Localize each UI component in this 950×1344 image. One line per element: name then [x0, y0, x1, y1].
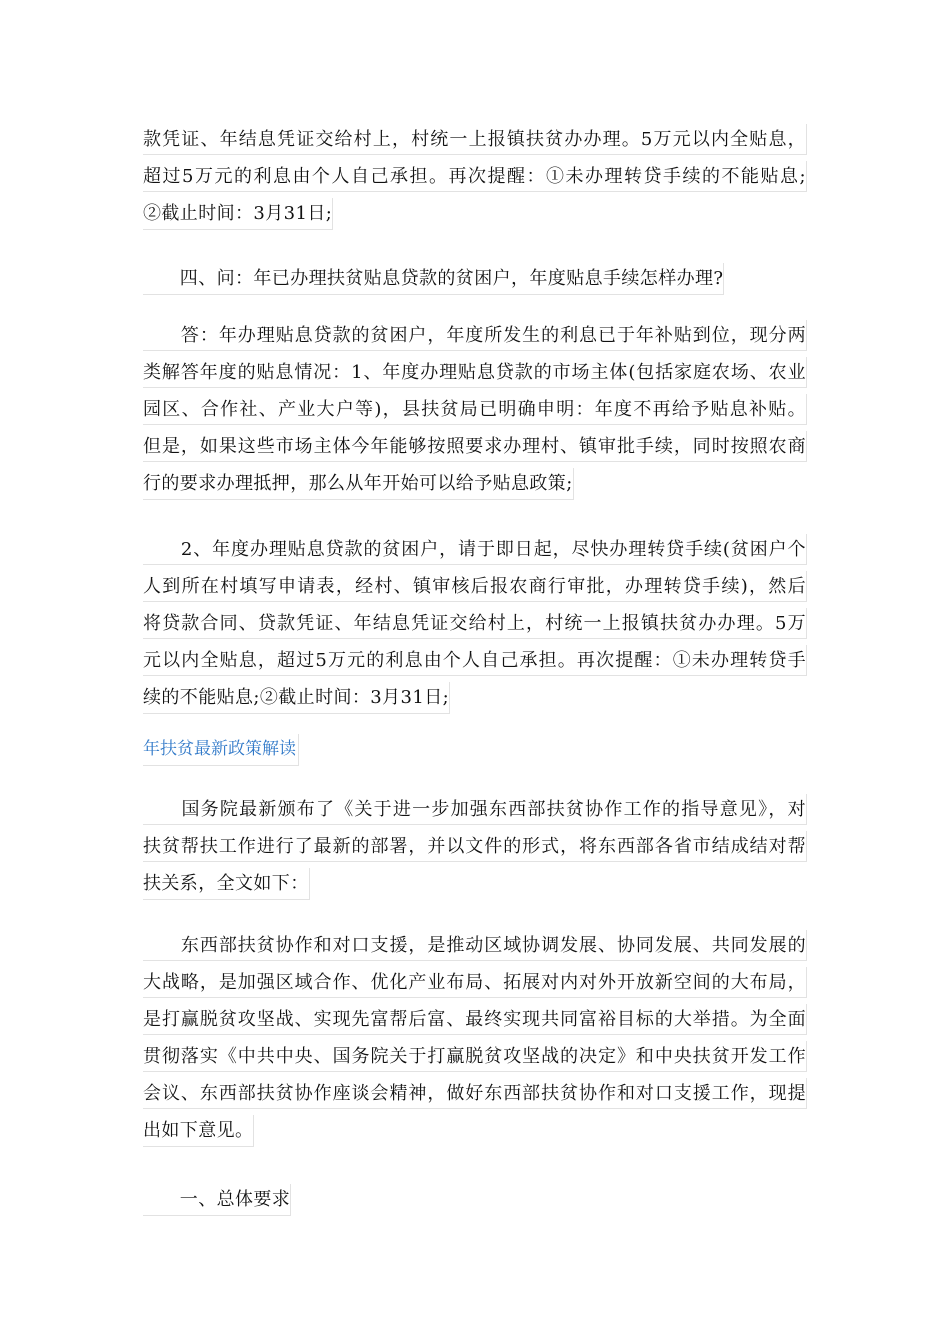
section-heading: 年扶贫最新政策解读	[143, 734, 299, 766]
paragraph-item-two	[143, 534, 807, 720]
text-line: 国务院最新颁布了《关于进一步加强东西部扶贫协作工作的指导意见》，对	[143, 794, 807, 825]
text-line: ②截止时间：3月31日;	[143, 198, 333, 230]
paragraph-state-council	[143, 794, 807, 906]
text-line: 答：年办理贴息贷款的贫困户，年度所发生的利息已于年补贴到位，现分两	[143, 320, 807, 351]
text-line: 将贷款合同、贷款凭证、年结息凭证交给村上，村统一上报镇扶贫办办理。5万	[143, 608, 807, 639]
text-line: 扶关系，全文如下：	[143, 868, 310, 900]
text-line: 贯彻落实《中共中央、国务院关于打赢脱贫攻坚战的决定》和中央扶贫开发工作	[143, 1041, 807, 1072]
text-line: 元以内全贴息，超过5万元的利息由个人自己承担。再次提醒：①未办理转贷手	[143, 645, 807, 676]
paragraph-general-requirements	[143, 1184, 807, 1222]
text-line: 园区、合作社、产业大户等)，县扶贫局已明确申明：年度不再给予贴息补贴。	[143, 394, 807, 425]
text-line: 行的要求办理抵押，那么从年开始可以给予贴息政策;	[143, 468, 574, 500]
text-line: 出如下意见。	[143, 1115, 254, 1147]
text-line: 东西部扶贫协作和对口支援，是推动区域协调发展、协同发展、共同发展的	[143, 930, 807, 961]
text-line: 是打赢脱贫攻坚战、实现先富帮后富、最终实现共同富裕目标的大举措。为全面	[143, 1004, 807, 1035]
text-line: 会议、东西部扶贫协作座谈会精神，做好东西部扶贫协作和对口支援工作，现提	[143, 1078, 807, 1109]
paragraph-question-four	[143, 263, 807, 301]
text-line: 款凭证、年结息凭证交给村上，村统一上报镇扶贫办办理。5万元以内全贴息，	[143, 124, 807, 155]
paragraph-loan-continuation	[143, 124, 807, 236]
text-line: 但是，如果这些市场主体今年能够按照要求办理村、镇审批手续，同时按照农商	[143, 431, 807, 462]
text-line: 2、年度办理贴息贷款的贫困户，请于即日起，尽快办理转贷手续(贫困户个	[143, 534, 807, 565]
text-line: 四、问：年已办理扶贫贴息贷款的贫困户，年度贴息手续怎样办理?	[143, 263, 724, 295]
text-line: 超过5万元的利息由个人自己承担。再次提醒：①未办理转贷手续的不能贴息;	[143, 161, 807, 192]
text-line: 人到所在村填写申请表，经村、镇审核后报农商行审批，办理转贷手续)，然后	[143, 571, 807, 602]
text-line: 大战略，是加强区域合作、优化产业布局、拓展对内对外开放新空间的大布局，	[143, 967, 807, 998]
text-line: 类解答年度的贴息情况：1、年度办理贴息贷款的市场主体(包括家庭农场、农业	[143, 357, 807, 388]
paragraph-east-west-cooperation	[143, 930, 807, 1153]
text-line: 续的不能贴息;②截止时间：3月31日;	[143, 682, 450, 714]
paragraph-answer	[143, 320, 807, 506]
text-line: 扶贫帮扶工作进行了最新的部署，并以文件的形式，将东西部各省市结成结对帮	[143, 831, 807, 862]
text-line: 一、总体要求	[143, 1184, 291, 1216]
